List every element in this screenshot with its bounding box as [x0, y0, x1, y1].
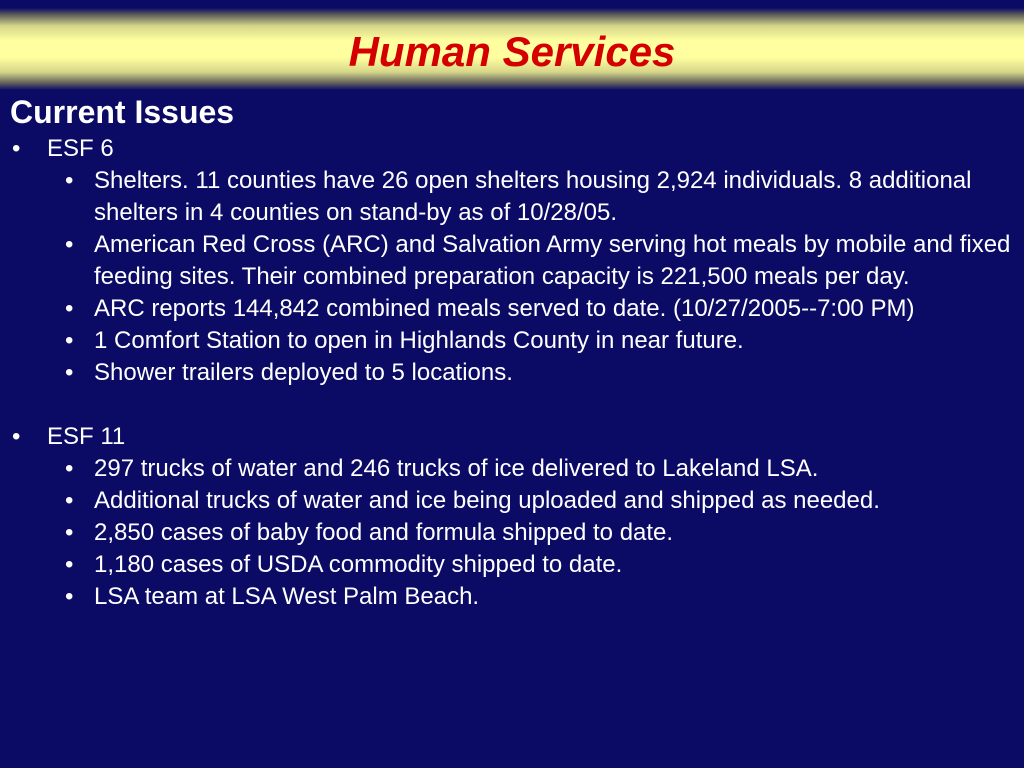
- list-item: [57, 517, 1015, 549]
- bullet-icon: •: [65, 583, 74, 610]
- section-spacer: [10, 389, 1015, 421]
- list-item: [57, 485, 1015, 517]
- topic-esf6: [10, 133, 1015, 389]
- list-item: [57, 229, 1015, 293]
- topic-list: [10, 133, 1015, 613]
- item-text: 2,850 cases of baby food and formula shipped to date.: [94, 519, 674, 546]
- item-text: American Red Cross (ARC) and Salvation Army serving hot meals by mobile and fixed feeding sites. Their combined preparation capacity is 221,500 meals per day.: [94, 231, 1011, 290]
- bullet-icon: •: [65, 455, 74, 482]
- item-text: LSA team at LSA West Palm Beach.: [94, 583, 480, 610]
- list-item: [57, 549, 1015, 581]
- esf11-item-list: [57, 453, 1015, 613]
- list-item: [57, 293, 1015, 325]
- item-text: Shelters. 11 counties have 26 open shelters housing 2,924 individuals. 8 additional shelters in 4 counties on stand-by as of 10/28/05.: [94, 167, 972, 226]
- bullet-icon: •: [12, 135, 21, 162]
- esf6-item-list: [57, 165, 1015, 389]
- item-text: 297 trucks of water and 246 trucks of ice delivered to Lakeland LSA.: [94, 455, 819, 482]
- item-text: Additional trucks of water and ice being uploaded and shipped as needed.: [94, 487, 880, 514]
- bullet-icon: •: [65, 327, 74, 354]
- list-item: [57, 581, 1015, 613]
- item-text: 1 Comfort Station to open in Highlands County in near future.: [94, 327, 744, 354]
- bullet-icon: •: [65, 231, 74, 258]
- topic-label: ESF 6: [47, 135, 114, 162]
- bullet-icon: •: [65, 487, 74, 514]
- bullet-icon: •: [65, 167, 74, 194]
- bullet-icon: •: [65, 295, 74, 322]
- item-text: 1,180 cases of USDA commodity shipped to date.: [94, 551, 623, 578]
- bullet-icon: •: [65, 519, 74, 546]
- topic-label: ESF 11: [47, 423, 126, 450]
- bullet-icon: •: [65, 359, 74, 386]
- item-text: Shower trailers deployed to 5 locations.: [94, 359, 513, 386]
- topic-esf11: [10, 421, 1015, 613]
- slide-content: [10, 93, 1015, 613]
- list-item: [57, 165, 1015, 229]
- list-item: [57, 453, 1015, 485]
- section-heading: Current Issues: [10, 94, 235, 130]
- list-item: [57, 325, 1015, 357]
- slide-title: Human Services: [348, 28, 676, 75]
- bullet-icon: •: [12, 423, 21, 450]
- bullet-icon: •: [65, 551, 74, 578]
- item-text: ARC reports 144,842 combined meals served to date. (10/27/2005--7:00 PM): [94, 295, 915, 322]
- list-item: [57, 357, 1015, 389]
